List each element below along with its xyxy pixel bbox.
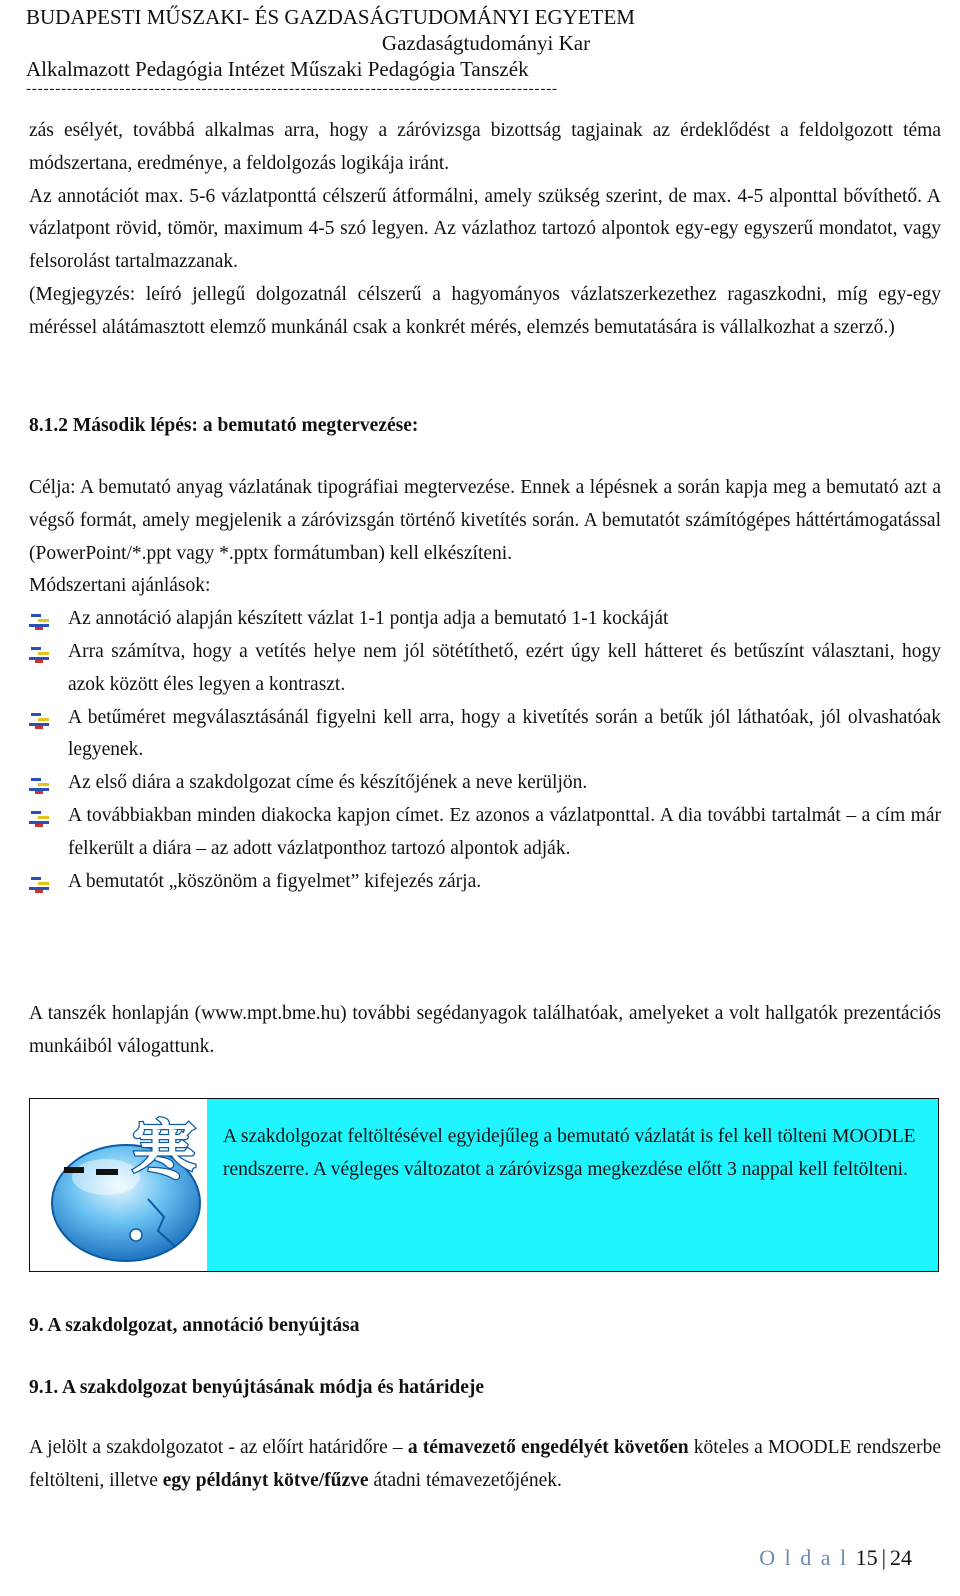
recommendation-list — [29, 603, 941, 898]
bullet-icon — [29, 778, 49, 794]
closing-block — [29, 998, 941, 1064]
intro-paragraph-3: (Megjegyzés: leíró jellegű dolgozatnál célszerű a hagyományos vázlatszerkezethez ragaszkodni, míg egy-egy méréssel alátámasztott elemző munkánál csak a konkrét mérés, elemzés bemutatására is vállalkozhat a szerző.) — [29, 283, 941, 338]
department-name: Alkalmazott Pedagógia Intézet Műszaki Pedagógia Tanszék — [26, 57, 529, 81]
section-9-1-body — [29, 1432, 941, 1498]
intro-block — [29, 115, 941, 345]
section-9-heading: 9. A szakdolgozat, annotáció benyújtása — [29, 1315, 360, 1336]
bullet-icon — [29, 811, 49, 827]
notice-text-area — [207, 1099, 938, 1271]
university-name: BUDAPESTI MŰSZAKI- ÉS GAZDASÁGTUDOMÁNYI EGYETEM — [26, 5, 635, 29]
section-9-1-heading: 9.1. A szakdolgozat benyújtásának módja és határideje — [29, 1377, 485, 1398]
list-intro: Módszertani ajánlások: — [29, 575, 211, 597]
bullet-icon — [29, 614, 49, 630]
notice-box — [29, 1098, 939, 1272]
section-8-1-2 — [29, 410, 941, 443]
bullet-icon — [29, 877, 49, 893]
list-item: A továbbiakban minden diakocka kapjon címet. Ez azonos a vázlatponttal. A dia további tartalmát – a cím már felkerült a diára – az adott vázlatponthoz tartozó alpontok adják. — [29, 800, 941, 866]
bullet-icon — [29, 647, 49, 663]
intro-paragraph-1: zás esélyét, továbbá alkalmas arra, hogy a záróvizsga bizottság tagjainak az érdeklődést a feldolgozott téma módszertana, eredménye, a feldolgozás logikája iránt. — [29, 120, 941, 174]
list-item: Az első diára a szakdolgozat címe és készítőjének a neve kerüljön. — [29, 767, 941, 800]
faculty-name: Gazdaságtudományi Kar — [381, 31, 591, 55]
list-item: A bemutatót „köszönöm a figyelmet” kifejezés zárja. — [29, 866, 941, 899]
list-item: Arra számítva, hogy a vetítés helye nem jól sötétíthető, ezért úgy kell hátteret és betűszínt választani, hogy azok között éles legyen a kontraszt. — [29, 636, 941, 702]
section-9 — [29, 1310, 941, 1343]
page-footer — [759, 1545, 912, 1571]
section-heading: 8.1.2 Második lépés: a bemutató megtervezése: — [29, 415, 419, 436]
section-paragraph: Célja: A bemutató anyag vázlatának tipográfiai megtervezése. Ennek a lépésnek a során kapja meg a bemutató azt a végső formát, amely megjelenik a záróvizsgán történő kivetítés során. A bemutatót számítógépes háttértámogatással (PowerPoint/*.ppt vagy *.pptx formátumban) kell elkészíteni. — [29, 477, 941, 564]
bullet-icon — [29, 713, 49, 729]
page-header — [26, 4, 946, 96]
list-item: A betűméret megválasztásánál figyelni kell arra, hogy a kivetítés során a betűk jól láthatóak, jól olvashatóak legyenek. — [29, 702, 941, 768]
svg-text:寒: 寒 — [132, 1115, 196, 1189]
closing-paragraph: A tanszék honlapján (www.mpt.bme.hu) további segédanyagok találhatóak, amelyeket a volt hallgatók prezentációs munkáiból válogattunk. — [29, 1003, 941, 1057]
notice-text: A szakdolgozat feltöltésével egyidejűleg a bemutató vázlatát is fel kell tölteni MOODLE rendszerre. A végleges változatot a záróvizsga megkezdése előtt 3 nappal kell feltölteni. — [223, 1126, 916, 1180]
page-label: O l d a l — [759, 1545, 849, 1570]
page-total: 24 — [890, 1545, 912, 1570]
section-9-1 — [29, 1372, 941, 1405]
list-item: Az annotáció alapján készített vázlat 1-1 pontja adja a bemutató 1-1 kockáját — [29, 603, 941, 636]
section-8-1-2-body — [29, 472, 941, 898]
chinese-character-emoticon-icon — [44, 1107, 214, 1265]
submission-paragraph: A jelölt a szakdolgozatot - az előírt határidőre – a témavezető engedélyét követően köteles a MOODLE rendszerbe feltölteni, illetve egy példányt kötve/fűzve átadni témavezetőjének. — [29, 1437, 941, 1491]
header-divider: ------------------------------------------------------------------------------------------- — [26, 82, 558, 96]
page-separator: | — [881, 1545, 886, 1570]
page-number: 15 — [855, 1545, 878, 1570]
intro-paragraph-2: Az annotációt max. 5-6 vázlatponttá célszerű átformálni, amely szükség szerint, de max. 4-5 alponttal bővíthető. A vázlatpont rövid, tömör, maximum 4-5 szó legyen. Az vázlathoz tartozó alpontok egy-egy egyszerű mondatot, vagy felsorolást tartalmazzanak. — [29, 185, 941, 273]
